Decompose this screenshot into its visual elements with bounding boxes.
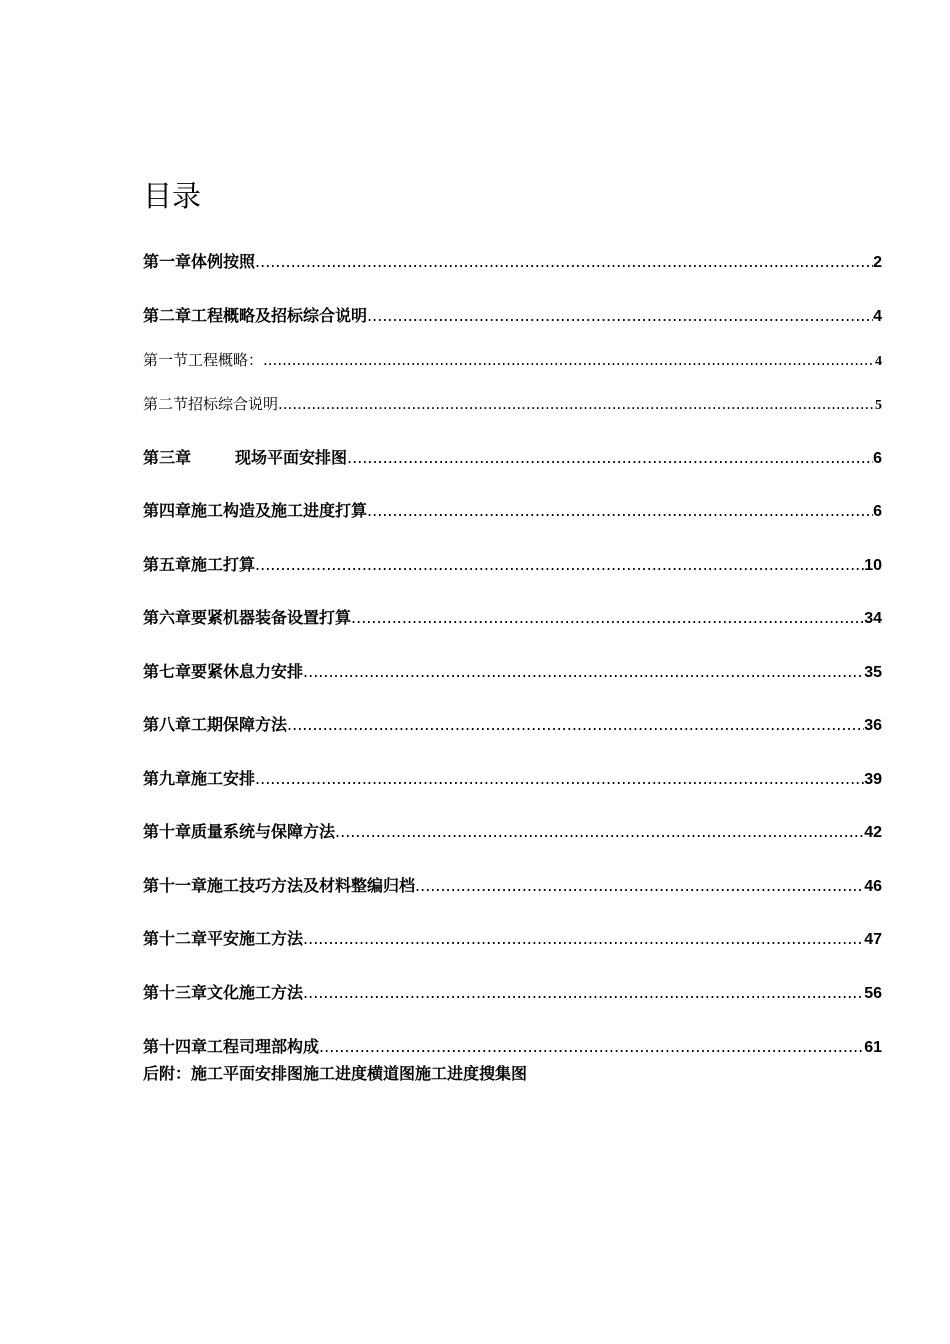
toc-page-number: 4 [873,308,882,325]
toc-entry-chapter-3[interactable] [143,446,882,470]
toc-entry-label [143,446,347,470]
toc-entry-chapter-12[interactable] [143,927,882,951]
toc-page-number: 46 [864,878,882,895]
toc-entry-chapter-10[interactable] [143,820,882,844]
toc-page-number: 5 [875,398,882,413]
toc-page-number: 4 [875,354,882,369]
toc-entry-label-title: 现场平面安排图 [235,448,348,467]
toc-dot-leader [347,446,873,470]
toc-entry-label: 第十三章文化施工方法 [143,983,304,1002]
toc-entry-label: 第四章施工构造及施工进度打算 [143,501,368,520]
toc-entry-label: 第九章施工安排 [143,769,256,788]
toc-entry-chapter-7[interactable] [143,660,882,684]
toc-dot-leader [367,304,873,328]
toc-page-number: 6 [873,450,882,467]
toc-entry-label: 第十二章平安施工方法 [143,929,304,948]
toc-page-number: 10 [864,557,882,574]
toc-entry-chapter-5[interactable] [143,553,882,577]
page-title: 目录 [143,179,202,213]
toc-dot-leader [303,660,864,684]
toc-dot-leader [255,767,864,791]
toc-page-number: 39 [864,771,882,788]
toc-dot-leader [278,393,875,415]
toc-entry-chapter-6[interactable] [143,606,882,630]
toc-page-number: 34 [864,610,882,627]
toc-entry-label: 第六章要紧机器装备设置打算 [143,608,352,627]
toc-page-number: 56 [864,985,882,1002]
toc-entry-chapter-1[interactable] [143,250,882,274]
toc-page-number: 61 [864,1039,882,1056]
toc-entry-chapter-11[interactable] [143,874,882,898]
toc-entry-label: 第一节工程概略： [143,351,264,369]
toc-dot-leader [351,606,864,630]
toc-entry-label: 第一章体例按照 [143,252,256,271]
toc-entry-label-chapter: 第三章 [143,448,192,467]
toc-entry-label: 第十一章施工技巧方法及材料整编归档 [143,876,416,895]
toc-dot-leader [367,499,873,523]
toc-entry-chapter-8[interactable] [143,713,882,737]
toc-entry-chapter-9[interactable] [143,767,882,791]
toc-entry-label: 第十四章工程司理部构成 [143,1037,320,1056]
toc-entry-label: 第七章要紧休息力安排 [143,662,304,681]
toc-dot-leader [303,981,864,1005]
toc-entry-label: 第五章施工打算 [143,555,256,574]
toc-dot-leader [287,713,864,737]
toc-entry-label: 第二节招标综合说明 [143,395,279,413]
toc-entry-label: 第十章质量系统与保障方法 [143,822,336,841]
toc-page-number: 6 [873,503,882,520]
toc-entry-label: 第二章工程概略及招标综合说明 [143,306,368,325]
toc-dot-leader [255,553,864,577]
toc-entry-chapter-13[interactable] [143,981,882,1005]
toc-dot-leader [319,1035,864,1059]
toc-dot-leader [335,820,864,844]
appendix-note: 后附：施工平面安排图施工进度横道图施工进度搜集图 [143,1064,528,1083]
toc-entry-chapter-4[interactable] [143,499,882,523]
toc-dot-leader [255,250,873,274]
toc-page-number: 35 [864,664,882,681]
toc-entry-chapter-14[interactable] [143,1035,882,1059]
toc-dot-leader [263,349,875,371]
toc-entry-section-2[interactable] [143,393,882,415]
toc-entry-chapter-2[interactable] [143,304,882,328]
toc-page-number: 47 [864,931,882,948]
toc-page-number: 36 [864,717,882,734]
toc-page-number: 42 [864,824,882,841]
toc-dot-leader [415,874,864,898]
toc-entry-section-1[interactable] [143,349,882,371]
toc-entry-label: 第八章工期保障方法 [143,715,288,734]
toc-page-number: 2 [873,254,882,271]
toc-dot-leader [303,927,864,951]
